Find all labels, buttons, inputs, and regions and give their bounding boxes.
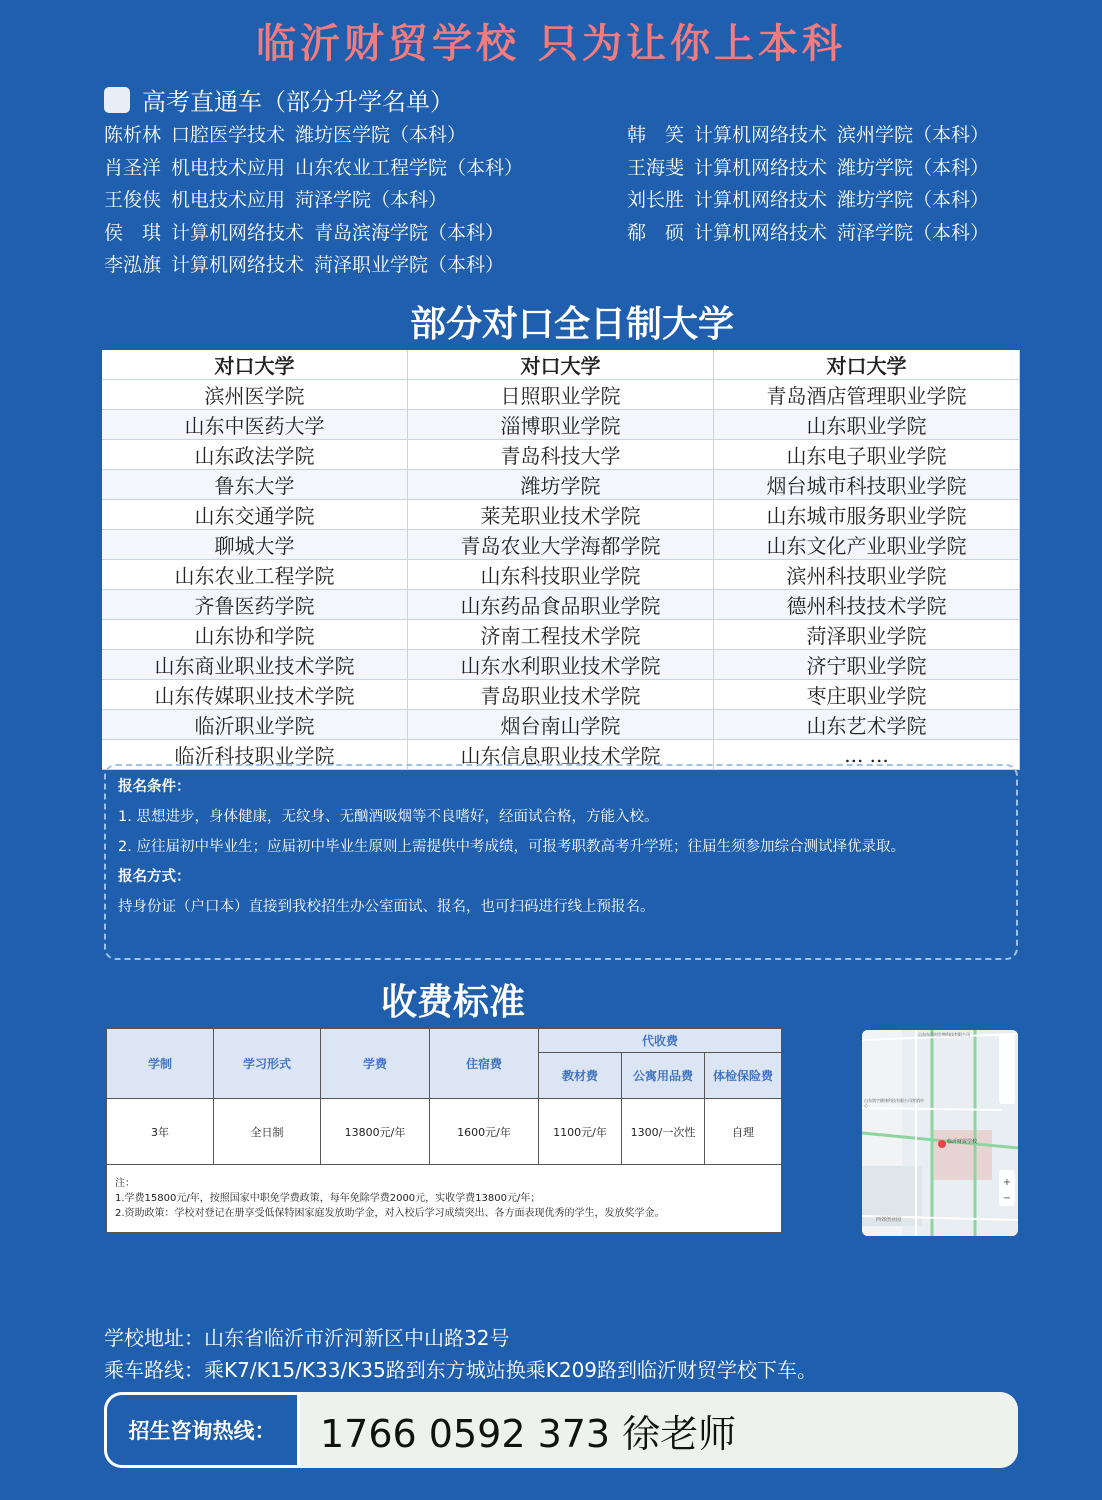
- bullet-icon: [104, 87, 130, 113]
- hotline-phone[interactable]: 1766 0592 373 徐老师: [300, 1392, 1018, 1468]
- graduates-list-right: [627, 119, 999, 249]
- universities-title: 部分对口全日制大学: [409, 304, 734, 345]
- graduates-list-left: [104, 119, 533, 282]
- bus-route: 乘车路线：乘K7/K15/K33/K35路到东方城站换乘K209路到临沂财贸学校下车。: [104, 1358, 818, 1382]
- school-address: 学校地址：山东省临沂市沂河新区中山路32号: [104, 1326, 510, 1350]
- fee-note: 2.资助政策：学校对登记在册享受低保特困家庭发放助学金，对入校后学习成绩突出、各方面表现优秀的学生，发放奖学金。: [115, 1208, 665, 1219]
- requirement-line: 1. 思想进步，身体健康，无纹身、无酗酒吸烟等不良嗜好，经面试合格，方能入校。: [118, 809, 659, 825]
- university-cell: 滨州医学院: [102, 380, 408, 410]
- graduate-row: [627, 119, 999, 152]
- graduate-major: 口腔医学技术: [171, 124, 286, 146]
- graduate-school: 青岛滨海学院（本科）: [314, 221, 505, 244]
- graduate-major: 计算机网络技术: [171, 254, 305, 276]
- graduate-row: [627, 217, 999, 250]
- universities-body: [102, 380, 1020, 770]
- university-cell: 日照职业学院: [408, 380, 714, 410]
- map-label-poi: 西郊创业园: [876, 1217, 902, 1223]
- table-header-row: [102, 350, 1020, 380]
- map-graphic: [862, 1030, 1018, 1236]
- graduate-major: 计算机网络技术: [694, 156, 828, 179]
- graduate-name: 郗 硕: [627, 221, 685, 244]
- column-header: 对口大学: [102, 350, 408, 380]
- graduate-school: 菏泽职业学院（本科）: [314, 254, 505, 276]
- university-cell: 山东传媒职业技术学院: [102, 680, 408, 710]
- table-row: [102, 470, 1020, 500]
- graduate-name: 侯 琪: [104, 221, 162, 244]
- university-cell: 临沂科技职业学院: [102, 740, 408, 770]
- graduate-school: 菏泽学院（本科）: [295, 189, 448, 211]
- fee-header-ins: 体检保险费: [705, 1053, 782, 1099]
- university-cell: 济南工程技术学院: [408, 620, 714, 650]
- fee-header-book: 教材费: [539, 1053, 622, 1099]
- graduate-school: 滨州学院（本科）: [837, 124, 990, 146]
- university-cell: 山东信息职业技术学院: [408, 740, 714, 770]
- map-label-school: 临沂财贸学校: [947, 1139, 978, 1145]
- fee-table: [106, 1028, 782, 1233]
- table-row: [102, 530, 1020, 560]
- column-header: 对口大学: [714, 350, 1020, 380]
- graduate-name: 刘长胜: [627, 189, 685, 211]
- university-cell: 齐鲁医药学院: [102, 590, 408, 620]
- graduate-school: 潍坊学院（本科）: [837, 156, 990, 179]
- university-cell: 山东科技职业学院: [408, 560, 714, 590]
- graduate-row: [627, 184, 999, 217]
- university-cell: 烟台城市科技职业学院: [714, 470, 1020, 500]
- university-cell: 烟台南山学院: [408, 710, 714, 740]
- table-row: [102, 620, 1020, 650]
- graduate-school: 潍坊学院（本科）: [837, 189, 990, 211]
- graduate-school: 菏泽学院（本科）: [837, 221, 990, 244]
- graduate-name: 韩 笑: [627, 124, 685, 146]
- fee-header-dorm: 住宿费: [430, 1029, 539, 1099]
- university-cell: 鲁东大学: [102, 470, 408, 500]
- table-row: [102, 500, 1020, 530]
- graduate-row: [104, 152, 533, 185]
- map-toolbar[interactable]: [999, 1034, 1015, 1104]
- university-cell: 青岛职业技术学院: [408, 680, 714, 710]
- graduate-school: 山东农业工程学院（本科）: [295, 156, 524, 179]
- zoom-out-icon[interactable]: −: [1002, 1193, 1012, 1204]
- graduate-major: 机电技术应用: [171, 189, 286, 211]
- university-cell: 临沂职业学院: [102, 710, 408, 740]
- graduate-major: 计算机网络技术: [694, 124, 828, 146]
- university-cell: 淄博职业学院: [408, 410, 714, 440]
- university-cell: 山东城市服务职业学院: [714, 500, 1020, 530]
- graduate-major: 计算机网络技术: [694, 221, 828, 244]
- fee-value-dorm: 1600元/年: [430, 1099, 539, 1165]
- university-cell: 济宁职业学院: [714, 650, 1020, 680]
- fee-header-tuition: 学费: [321, 1029, 430, 1099]
- university-cell: 山东水利职业技术学院: [408, 650, 714, 680]
- location-map[interactable]: [862, 1030, 1018, 1236]
- table-row: [102, 590, 1020, 620]
- graduate-name: 王海斐: [627, 156, 685, 179]
- fee-header-apt: 公寓用品费: [622, 1053, 705, 1099]
- graduate-row: [627, 152, 999, 185]
- table-row: [102, 560, 1020, 590]
- table-row: [102, 380, 1020, 410]
- fees-title: 收费标准: [380, 982, 525, 1023]
- university-cell: 菏泽职业学院: [714, 620, 1020, 650]
- university-cell: 滨州科技职业学院: [714, 560, 1020, 590]
- graduate-row: [104, 249, 533, 282]
- university-cell: 潍坊学院: [408, 470, 714, 500]
- graduate-name: 王俊侠: [104, 189, 162, 211]
- university-cell: 山东政法学院: [102, 440, 408, 470]
- hotline-label: 招生咨询热线：: [104, 1392, 300, 1468]
- fee-value-ins: 自理: [705, 1099, 782, 1165]
- fee-value-form: 全日制: [214, 1099, 321, 1165]
- university-cell: 山东职业学院: [714, 410, 1020, 440]
- graduate-name: 李泓旗: [104, 254, 162, 276]
- university-cell: 山东药品食品职业学院: [408, 590, 714, 620]
- graduate-major: 机电技术应用: [171, 156, 286, 179]
- university-cell: 青岛农业大学海都学院: [408, 530, 714, 560]
- column-header: 对口大学: [408, 350, 714, 380]
- university-cell: 聊城大学: [102, 530, 408, 560]
- university-cell: 山东交通学院: [102, 500, 408, 530]
- university-cell: 莱芜职业技术学院: [408, 500, 714, 530]
- hotline-bar: [104, 1392, 1018, 1468]
- university-cell: 青岛科技大学: [408, 440, 714, 470]
- fee-value-apt: 1300/一次性: [622, 1099, 705, 1165]
- graduate-name: 肖圣洋: [104, 156, 162, 179]
- registration-line: 持身份证（户口本）直接到我校招生办公室面试、报名，也可扫码进行线上预报名。: [118, 899, 655, 915]
- university-cell: 山东艺术学院: [714, 710, 1020, 740]
- university-cell: 山东协和学院: [102, 620, 408, 650]
- table-row: [102, 440, 1020, 470]
- university-cell: 山东文化产业职业学院: [714, 530, 1020, 560]
- universities-table: [102, 350, 1020, 770]
- fee-header-xuezhi: 学制: [107, 1029, 214, 1099]
- zoom-in-icon[interactable]: +: [1002, 1177, 1012, 1188]
- requirements-box: [104, 764, 1018, 960]
- graduate-row: [104, 184, 533, 217]
- graduates-heading: [104, 82, 454, 117]
- map-label-poi: 山东东美村生物科技有限公司: [918, 1032, 970, 1037]
- university-cell: 山东电子职业学院: [714, 440, 1020, 470]
- fee-note-heading: 注：: [115, 1178, 135, 1189]
- fee-value-tuition: 13800元/年: [321, 1099, 430, 1165]
- university-cell: 山东农业工程学院: [102, 560, 408, 590]
- fee-header-proxy: 代收费: [539, 1029, 782, 1053]
- registration-heading: 报名方式：: [118, 869, 191, 885]
- fee-header-form: 学习形式: [214, 1029, 321, 1099]
- university-cell: 德州科技技术学院: [714, 590, 1020, 620]
- graduate-row: [104, 119, 533, 152]
- table-row: [102, 680, 1020, 710]
- graduate-row: [104, 217, 533, 250]
- table-row: [102, 650, 1020, 680]
- table-row: [102, 410, 1020, 440]
- graduate-name: 陈析林: [104, 124, 162, 146]
- fee-notes: [107, 1165, 782, 1233]
- university-cell: ... ...: [714, 740, 1020, 770]
- fee-note: 1.学费15800元/年，按照国家中职免学费政策，每年免除学费2000元，实收学费13800元/年；: [115, 1193, 541, 1204]
- fee-value-book: 1100元/年: [539, 1099, 622, 1165]
- requirement-line: 2. 应往届初中毕业生；应届初中毕业生原则上需提供中考成绩，可报考职教高考升学班；往届生须参加综合测试择优录取。: [118, 839, 905, 855]
- map-label-poi: 山东润宇健康科技有限公司营销中心: [864, 1098, 924, 1108]
- university-cell: 山东商业职业技术学院: [102, 650, 408, 680]
- requirements-heading: 报名条件：: [118, 779, 191, 795]
- graduates-title: 高考直通车（部分升学名单）: [142, 88, 454, 116]
- graduate-major: 计算机网络技术: [171, 221, 305, 244]
- fee-value-xuezhi: 3年: [107, 1099, 214, 1165]
- page-title: 临沂财贸学校 只为让你上本科: [256, 21, 846, 67]
- university-cell: 青岛酒店管理职业学院: [714, 380, 1020, 410]
- graduate-major: 计算机网络技术: [694, 189, 828, 211]
- graduate-school: 潍坊医学院（本科）: [295, 124, 467, 146]
- university-cell: 山东中医药大学: [102, 410, 408, 440]
- university-cell: 枣庄职业学院: [714, 680, 1020, 710]
- location-pin-icon: [938, 1140, 946, 1148]
- table-row: [102, 710, 1020, 740]
